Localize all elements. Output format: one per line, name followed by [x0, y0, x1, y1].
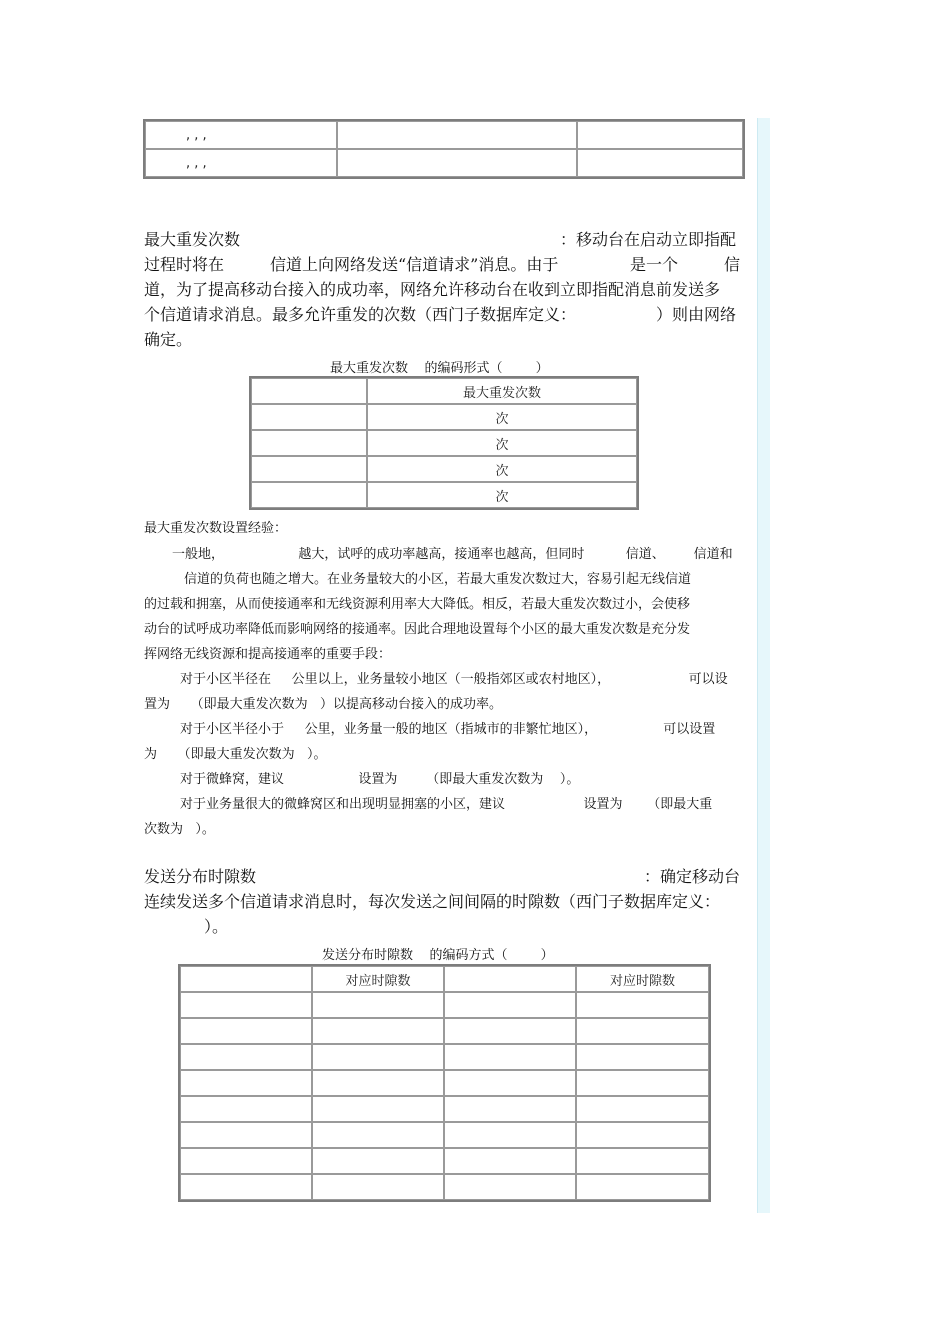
section1-line5: 确定。	[144, 330, 193, 349]
table-cell	[576, 1148, 709, 1174]
table-cell	[312, 1096, 444, 1122]
table1	[249, 376, 639, 510]
table-cell	[180, 1148, 312, 1174]
experience-title: 最大重发次数设置经验：	[144, 521, 288, 536]
section1-line3: 道，为了提高移动台接入的成功率，网络允许移动台在收到立即指配消息前发送多	[144, 280, 721, 299]
section1-heading-tail: ：移动台在启动立即指配	[560, 230, 737, 249]
table-cell: , , ,	[145, 121, 337, 149]
experience-line: 对于小区半径在 公里以上，业务量较小地区（一般指郊区或农村地区）， 可以设	[180, 672, 728, 687]
table-cell	[576, 1174, 709, 1200]
table-row	[251, 430, 637, 456]
experience-line: 置为 （即最大重发次数为 ）以提高移动台接入的成功率。	[144, 697, 503, 712]
section1-heading: 最大重发次数	[144, 230, 241, 249]
section2-line2: 连续发送多个信道请求消息时，每次发送之间间隔的时隙数（西门子数据库定义：	[144, 892, 721, 911]
table-cell	[251, 430, 367, 456]
table-cell	[251, 482, 367, 508]
table-cell	[251, 456, 367, 482]
table-row	[251, 404, 637, 430]
table-cell	[312, 992, 444, 1018]
table-cell	[444, 1148, 576, 1174]
experience-line: 对于小区半径小于 公里，业务量一般的地区（指城市的非繁忙地区）， 可以设置	[180, 722, 716, 737]
table-cell	[312, 1148, 444, 1174]
top-table	[143, 119, 745, 179]
table-cell	[577, 149, 743, 177]
table-row	[180, 1148, 709, 1174]
table-cell	[576, 1096, 709, 1122]
section2-heading: 发送分布时隙数	[144, 867, 257, 886]
experience-line: 挥网络无线资源和提高接通率的重要手段：	[144, 647, 392, 662]
table-header-cell: 对应时隙数	[576, 966, 709, 992]
section2-line3: ）。	[204, 917, 229, 936]
table-cell	[444, 1070, 576, 1096]
section2-heading-tail: ：确定移动台	[644, 867, 741, 886]
experience-line: 的过载和拥塞，从而使接通率和无线资源利用率大大降低。相反，若最大重发次数过小，会使移	[144, 597, 691, 612]
table-cell	[576, 1018, 709, 1044]
table-cell	[444, 1174, 576, 1200]
table-header-cell	[251, 378, 367, 404]
table-cell	[337, 149, 577, 177]
table-cell	[444, 1096, 576, 1122]
table-cell	[180, 1070, 312, 1096]
table-cell	[312, 1122, 444, 1148]
table-row	[180, 1096, 709, 1122]
table-cell: , , ,	[145, 149, 337, 177]
table-cell	[337, 121, 577, 149]
table-row	[180, 992, 709, 1018]
table-header-cell	[180, 966, 312, 992]
experience-line: 动台的试呼成功率降低而影响网络的接通率。因此合理地设置每个小区的最大重发次数是充分发	[144, 622, 691, 637]
experience-line: 为 （即最大重发次数为 ）。	[144, 747, 327, 762]
table-cell	[576, 1044, 709, 1070]
table-cell	[312, 1018, 444, 1044]
table-row	[180, 1070, 709, 1096]
table-cell	[576, 1122, 709, 1148]
table-header-cell	[444, 966, 576, 992]
table-cell	[180, 1174, 312, 1200]
table-row	[251, 482, 637, 508]
table-cell	[576, 1070, 709, 1096]
table-cell: 次	[367, 456, 637, 482]
table-row	[180, 1044, 709, 1070]
table-cell	[180, 1096, 312, 1122]
table-cell	[577, 121, 743, 149]
section1-line4: 个信道请求消息。最多允许重发的次数（西门子数据库定义： ）则由网络	[144, 305, 737, 324]
table2	[178, 964, 711, 1202]
table-cell	[444, 1044, 576, 1070]
table-cell	[444, 1122, 576, 1148]
table1-caption: 最大重发次数 的编码形式（ ）	[330, 361, 549, 376]
table-cell: 次	[367, 404, 637, 430]
table-cell	[180, 1018, 312, 1044]
table-cell	[312, 1044, 444, 1070]
table-cell: 次	[367, 482, 637, 508]
experience-line: 次数为 ）。	[144, 822, 215, 837]
table-cell	[180, 1044, 312, 1070]
table-cell	[444, 1018, 576, 1044]
right-margin-strip	[757, 118, 770, 1213]
table-cell	[180, 1122, 312, 1148]
table-cell	[251, 404, 367, 430]
section1-line2: 过程时将在 信道上向网络发送“信道请求”消息。由于 是一个 信	[144, 255, 741, 274]
table-cell	[180, 992, 312, 1018]
experience-line: 对于业务量很大的微蜂窝区和出现明显拥塞的小区，建议 设置为 （即最大重	[180, 797, 713, 812]
table-row	[251, 456, 637, 482]
table-cell	[312, 1174, 444, 1200]
table-row	[180, 1174, 709, 1200]
table-cell	[576, 992, 709, 1018]
table-header-cell: 对应时隙数	[312, 966, 444, 992]
experience-line: 一般地， 越大，试呼的成功率越高，接通率也越高，但同时 信道、 信道和	[172, 547, 733, 562]
table-cell: 次	[367, 430, 637, 456]
table2-caption: 发送分布时隙数 的编码方式（ ）	[322, 948, 554, 963]
experience-line: 信道的负荷也随之增大。在业务量较大的小区，若最大重发次数过大，容易引起无线信道	[184, 572, 692, 587]
table-row	[180, 1018, 709, 1044]
table-row	[180, 1122, 709, 1148]
experience-line: 对于微蜂窝，建议 设置为 （即最大重发次数为 ）。	[180, 772, 580, 787]
table-cell	[312, 1070, 444, 1096]
table-cell	[444, 992, 576, 1018]
table-header-cell: 最大重发次数	[367, 378, 637, 404]
